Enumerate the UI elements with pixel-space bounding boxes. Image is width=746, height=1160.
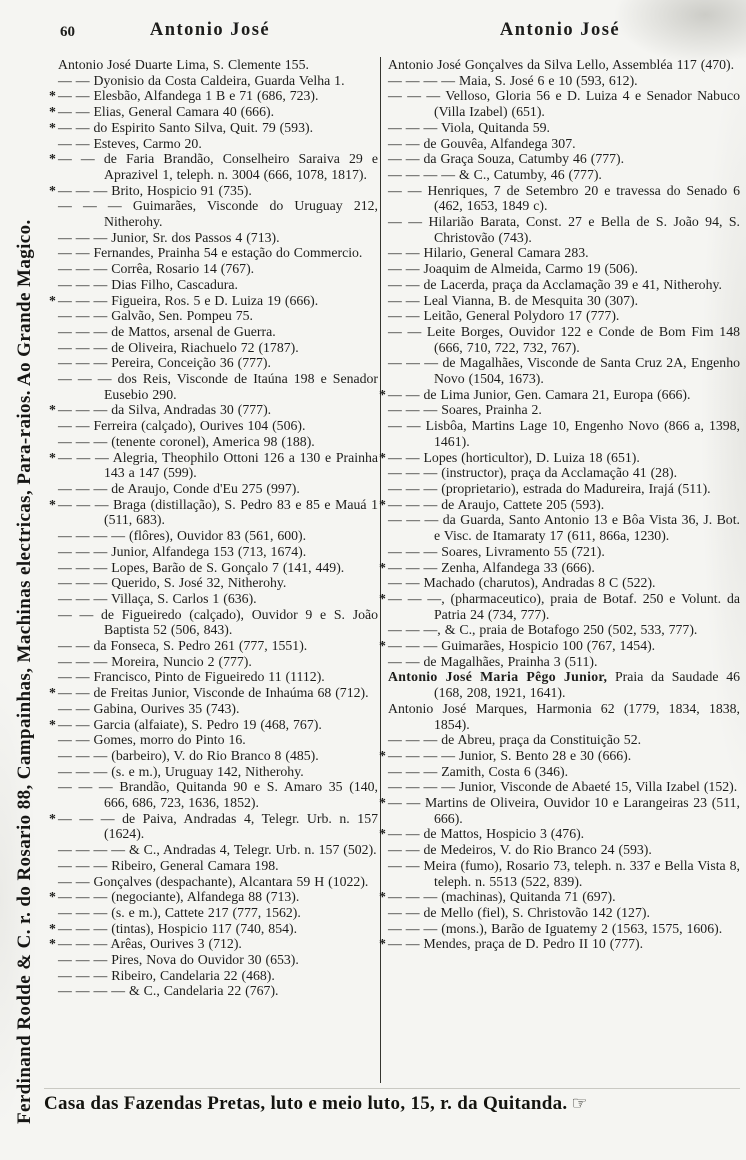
star-marker: * xyxy=(49,920,56,936)
directory-entry: — — — Corrêa, Rosario 14 (767). xyxy=(58,261,255,277)
directory-entry: — — — de Magalhães, Visconde de Santa Cruz 2A, Engenho Novo (1504, 1673). xyxy=(388,355,740,387)
directory-entry: — — — de Mattos, arsenal de Guerra. xyxy=(58,323,276,339)
directory-entry: — — de Lacerda, praça da Acclamação 39 e 41, Nitherohy. xyxy=(388,276,722,292)
directory-entry: — — de Mello (fiel), S. Christovão 142 (127). xyxy=(388,904,650,920)
directory-entry: — — — Viola, Quitanda 59. xyxy=(388,119,550,135)
star-marker: * xyxy=(49,182,56,198)
directory-entry: * — — — Arêas, Ourives 3 (712). xyxy=(49,936,242,952)
directory-entry: — — Hilario, General Camara 283. xyxy=(388,245,589,261)
directory-entry: — — — Ribeiro, General Camara 198. xyxy=(58,857,279,873)
running-head-right: Antonio José xyxy=(499,20,621,40)
star-marker: * xyxy=(49,88,56,104)
directory-entry: — — — de Oliveira, Riachuelo 72 (1787). xyxy=(58,339,299,355)
side-advert-text: Ferdinand Rodde & C. r. do Rosario 88, Campainhas, Machinas electricas, Para-raios. Ao Grande Magico. xyxy=(14,219,35,1124)
directory-entry: — — — — & C., Candelaria 22 (767). xyxy=(58,983,279,999)
star-marker: * xyxy=(379,496,386,512)
directory-entry: — — Gabina, Ourives 35 (743). xyxy=(58,700,240,716)
directory-entry: Antonio José Marques, Harmonia 62 (1779, 1834, 1838, 1854). xyxy=(388,700,740,732)
directory-entry: — — — — & C., Catumby, 46 (777). xyxy=(388,166,602,182)
star-marker: * xyxy=(379,590,386,606)
directory-entry: — — Joaquim de Almeida, Carmo 19 (506). xyxy=(388,261,638,277)
directory-entry: — — de Magalhães, Prainha 3 (511). xyxy=(388,653,598,669)
directory-entry: * — — — Guimarães, Hospicio 100 (767, 1454). xyxy=(379,638,656,654)
directory-entry: — — — (mons.), Barão de Iguatemy 2 (1563, 1575, 1606). xyxy=(388,920,723,936)
directory-entry: — — — Lopes, Barão de S. Gonçalo 7 (141, 449). xyxy=(58,559,345,575)
star-marker: * xyxy=(379,386,386,402)
directory-entry: * — — — Alegria, Theophilo Ottoni 126 a 130 e Prainha 143 a 147 (599). xyxy=(49,449,378,481)
directory-entry: — — — — Maia, S. José 6 e 10 (593, 612). xyxy=(388,72,638,88)
directory-entry: — — — dos Reis, Visconde de Itaúna 198 e Senador Eusebio 290. xyxy=(58,371,378,402)
directory-entry: * — — — (negociante), Alfandega 88 (713). xyxy=(49,889,300,905)
directory-entry: — — Gomes, morro do Pinto 16. xyxy=(58,732,246,748)
star-marker: * xyxy=(49,449,56,465)
star-marker: * xyxy=(49,402,56,418)
star-marker: * xyxy=(379,559,386,575)
directory-entry: — — — Brandão, Quitanda 90 e S. Amaro 35 (140, 666, 686, 723, 1636, 1852). xyxy=(58,779,378,811)
directory-entry: — — — (s. e m.), Cattete 217 (777, 1562). xyxy=(58,904,301,920)
directory-entry: — — Meira (fumo), Rosario 73, teleph. n. 337 e Bella Vista 8, teleph. n. 5513 (522, 839). xyxy=(388,857,740,889)
directory-entry: * — — Martins de Oliveira, Ouvidor 10 e Larangeiras 23 (511, 666). xyxy=(379,795,740,826)
directory-entry: — — da Graça Souza, Catumby 46 (777). xyxy=(388,151,625,167)
directory-entry: Antonio José Maria Pêgo Junior, Praia da Saudade 46 (168, 208, 1921, 1641). xyxy=(388,669,740,701)
directory-entry: — — — Moreira, Nuncio 2 (777). xyxy=(58,653,252,669)
directory-entry: * — — de Lima Junior, Gen. Camara 21, Europa (666). xyxy=(379,386,691,402)
directory-entry: — — — — Junior, Visconde de Abaeté 15, Villa Izabel (152). xyxy=(388,779,738,795)
directory-entry: — — — Velloso, Gloria 56 e D. Luiza 4 e Senador Nabuco (Villa Izabel) (651). xyxy=(388,88,740,120)
footer-advert-text: Casa das Fazendas Pretas, luto e meio luto, 15, r. da Quitanda. xyxy=(44,1093,568,1114)
directory-entry: * — — Mendes, praça de D. Pedro II 10 (777). xyxy=(379,936,644,952)
star-marker: * xyxy=(379,747,386,763)
star-marker: * xyxy=(49,685,56,701)
directory-entry: — — — Soares, Livramento 55 (721). xyxy=(388,543,605,559)
directory-entry: — — Machado (charutos), Andradas 8 C (522). xyxy=(388,575,656,591)
directory-entry: — — de Figueiredo (calçado), Ouvidor 9 e S. João Baptista 52 (506, 843). xyxy=(58,606,378,638)
star-marker: * xyxy=(49,496,56,512)
star-marker: * xyxy=(49,936,56,952)
directory-entry: Antonio José Duarte Lima, S. Clemente 155. xyxy=(58,57,309,72)
directory-entry: — — — Junior, Sr. dos Passos 4 (713). xyxy=(58,229,280,245)
directory-entry: * — — Elias, General Camara 40 (666). xyxy=(49,104,275,120)
directory-entry: — — — da Guarda, Santo Antonio 13 e Bôa Vista 36, J. Bot. e Visc. de Itamaraty 17 (611, 866a, 1230). xyxy=(388,512,740,544)
directory-entry: — — — Soares, Prainha 2. xyxy=(388,402,542,418)
directory-entry: * — — — de Araujo, Cattete 205 (593). xyxy=(379,496,605,512)
page-number: 60 xyxy=(60,24,75,40)
directory-entry: — — Ferreira (calçado), Ourives 104 (506). xyxy=(58,418,306,434)
directory-entry: — — — Guimarães, Visconde do Uruguay 212, Nitherohy. xyxy=(58,198,378,230)
directory-entry: — — Gonçalves (despachante), Alcantara 59 H (1022). xyxy=(58,873,369,889)
directory-entry: — — — Junior, Alfandega 153 (713, 1674). xyxy=(58,543,307,559)
directory-entry: — — — (barbeiro), V. do Rio Branco 8 (485). xyxy=(58,747,319,763)
directory-entry: * — — — Figueira, Ros. 5 e D. Luiza 19 (666). xyxy=(49,292,319,308)
directory-entry: — — Leitão, General Polydoro 17 (777). xyxy=(388,308,620,324)
star-marker: * xyxy=(49,889,56,905)
directory-entry: — — Francisco, Pinto de Figueiredo 11 (1112). xyxy=(58,669,325,685)
directory-entry: — — de Gouvêa, Alfandega 307. xyxy=(388,135,576,151)
running-head-left: Antonio José xyxy=(149,20,271,40)
directory-entry: — — — (instructor), praça da Acclamação 41 (28). xyxy=(388,465,678,481)
star-marker: * xyxy=(379,795,386,811)
directory-entry: — — — Villaça, S. Carlos 1 (636). xyxy=(58,590,257,606)
star-marker: * xyxy=(49,810,56,826)
directory-entry: — — Lisbôa, Martins Lage 10, Engenho Novo (866 a, 1398, 1461). xyxy=(388,418,740,449)
directory-entry: — — Leite Borges, Ouvidor 122 e Conde de Bom Fim 148 (666, 710, 722, 732, 767). xyxy=(388,323,740,355)
directory-entry: — — — (s. e m.), Uruguay 142, Nitherohy. xyxy=(58,763,304,779)
directory-entry: — — — de Abreu, praça da Constituição 52. xyxy=(388,732,642,748)
directory-entry: * — — — Braga (distillação), S. Pedro 83 e 85 e Mauá 1 (511, 683). xyxy=(49,496,378,528)
directory-entry: * — — — Zenha, Alfandega 33 (666). xyxy=(379,559,595,575)
directory-column-right xyxy=(379,57,740,952)
directory-entry: — — Hilarião Barata, Const. 27 e Bella de S. João 94, S. Christovão (743). xyxy=(388,214,740,245)
footer-advert xyxy=(44,1088,740,1115)
directory-entry: * — — de Mattos, Hospicio 3 (476). xyxy=(379,826,585,842)
directory-entry: — — — Dias Filho, Cascadura. xyxy=(58,276,238,292)
directory-entry: — — — — (flôres), Ouvidor 83 (561, 600). xyxy=(58,528,307,544)
directory-entry: * — — do Espirito Santo Silva, Quit. 79 (593). xyxy=(49,119,314,135)
directory-entry: — — Henriques, 7 de Setembro 20 e travessa do Senado 6 (462, 1653, 1849 c). xyxy=(388,182,740,214)
star-marker: * xyxy=(49,716,56,732)
directory-entry: — — — Galvão, Sen. Pompeu 75. xyxy=(58,308,253,324)
directory-entry: * — — de Faria Brandão, Conselheiro Saraiva 29 e Aprazivel 1, teleph. n. 3004 (666, 1078, 1817). xyxy=(49,151,378,182)
directory-entry: — — — Querido, S. José 32, Nitherohy. xyxy=(58,575,287,591)
directory-entry: * — — — — Junior, S. Bento 28 e 30 (666). xyxy=(379,747,632,763)
star-marker: * xyxy=(49,119,56,135)
directory-entry: * — — Elesbão, Alfandega 1 B e 71 (686, 723). xyxy=(49,88,319,104)
directory-entry: — — de Medeiros, V. do Rio Branco 24 (593). xyxy=(388,842,652,858)
directory-entry: Antonio José Gonçalves da Silva Lello, Assembléa 117 (470). xyxy=(388,57,735,72)
directory-entry: — — — Ribeiro, Candelaria 22 (468). xyxy=(58,967,275,983)
star-marker: * xyxy=(49,292,56,308)
directory-entry: — — Fernandes, Prainha 54 e estação do Commercio. xyxy=(58,245,363,261)
star-marker: * xyxy=(49,151,56,167)
directory-entry: — — —, & C., praia de Botafogo 250 (502, 533, 777). xyxy=(388,622,698,638)
directory-entry: — — da Fonseca, S. Pedro 261 (777, 1551). xyxy=(58,638,308,654)
directory-entry: * — — — de Paiva, Andradas 4, Telegr. Urb. n. 157 (1624). xyxy=(49,810,378,842)
directory-entry: * — — — (machinas), Quitanda 71 (697). xyxy=(379,889,616,905)
directory-entry: * — — —, (pharmaceutico), praia de Botaf. 250 e Volunt. da Patria 24 (734, 777). xyxy=(379,590,740,622)
directory-entry: — — — (proprietario), estrada do Madureira, Irajá (511). xyxy=(388,480,711,496)
directory-entry: — — Dyonisio da Costa Caldeira, Guarda Velha 1. xyxy=(58,72,345,88)
directory-entry: — — — Pires, Nova do Ouvidor 30 (653). xyxy=(58,952,299,968)
directory-entry: — — — — & C., Andradas 4, Telegr. Urb. n. 157 (502). xyxy=(58,842,377,858)
directory-entry: * — — de Freitas Junior, Visconde de Inhaúma 68 (712). xyxy=(49,685,369,701)
directory-entry: * — — Garcia (alfaiate), S. Pedro 19 (468, 767). xyxy=(49,716,322,732)
star-marker: * xyxy=(379,889,386,905)
directory-entry: — — — Pereira, Conceição 36 (777). xyxy=(58,355,271,371)
directory-entry: — — — Zamith, Costa 6 (346). xyxy=(388,763,569,779)
directory-column-left xyxy=(49,57,378,999)
star-marker: * xyxy=(379,638,386,654)
directory-entry: — — — (tenente coronel), America 98 (188). xyxy=(58,433,315,449)
directory-entry: * — — — Brito, Hospicio 91 (735). xyxy=(49,182,252,198)
star-marker: * xyxy=(379,826,386,842)
directory-entry: — — Leal Vianna, B. de Mesquita 30 (307). xyxy=(388,292,639,308)
directory-entry: * — — — da Silva, Andradas 30 (777). xyxy=(49,402,272,418)
manicule-right-icon: ☞ xyxy=(571,1093,588,1114)
star-marker: * xyxy=(49,104,56,120)
star-marker: * xyxy=(379,449,386,465)
entry-name-bold: Antonio José Maria Pêgo Junior, xyxy=(388,669,608,685)
directory-entry: * — — Lopes (horticultor), D. Luiza 18 (651). xyxy=(379,449,640,465)
directory-entry: — — Esteves, Carmo 20. xyxy=(58,135,202,151)
side-advert-strip xyxy=(0,0,52,1160)
directory-entry: — — — de Araujo, Conde d'Eu 275 (997). xyxy=(58,480,300,496)
star-marker: * xyxy=(379,936,386,952)
directory-entry: * — — — (tintas), Hospicio 117 (740, 854). xyxy=(49,920,298,936)
